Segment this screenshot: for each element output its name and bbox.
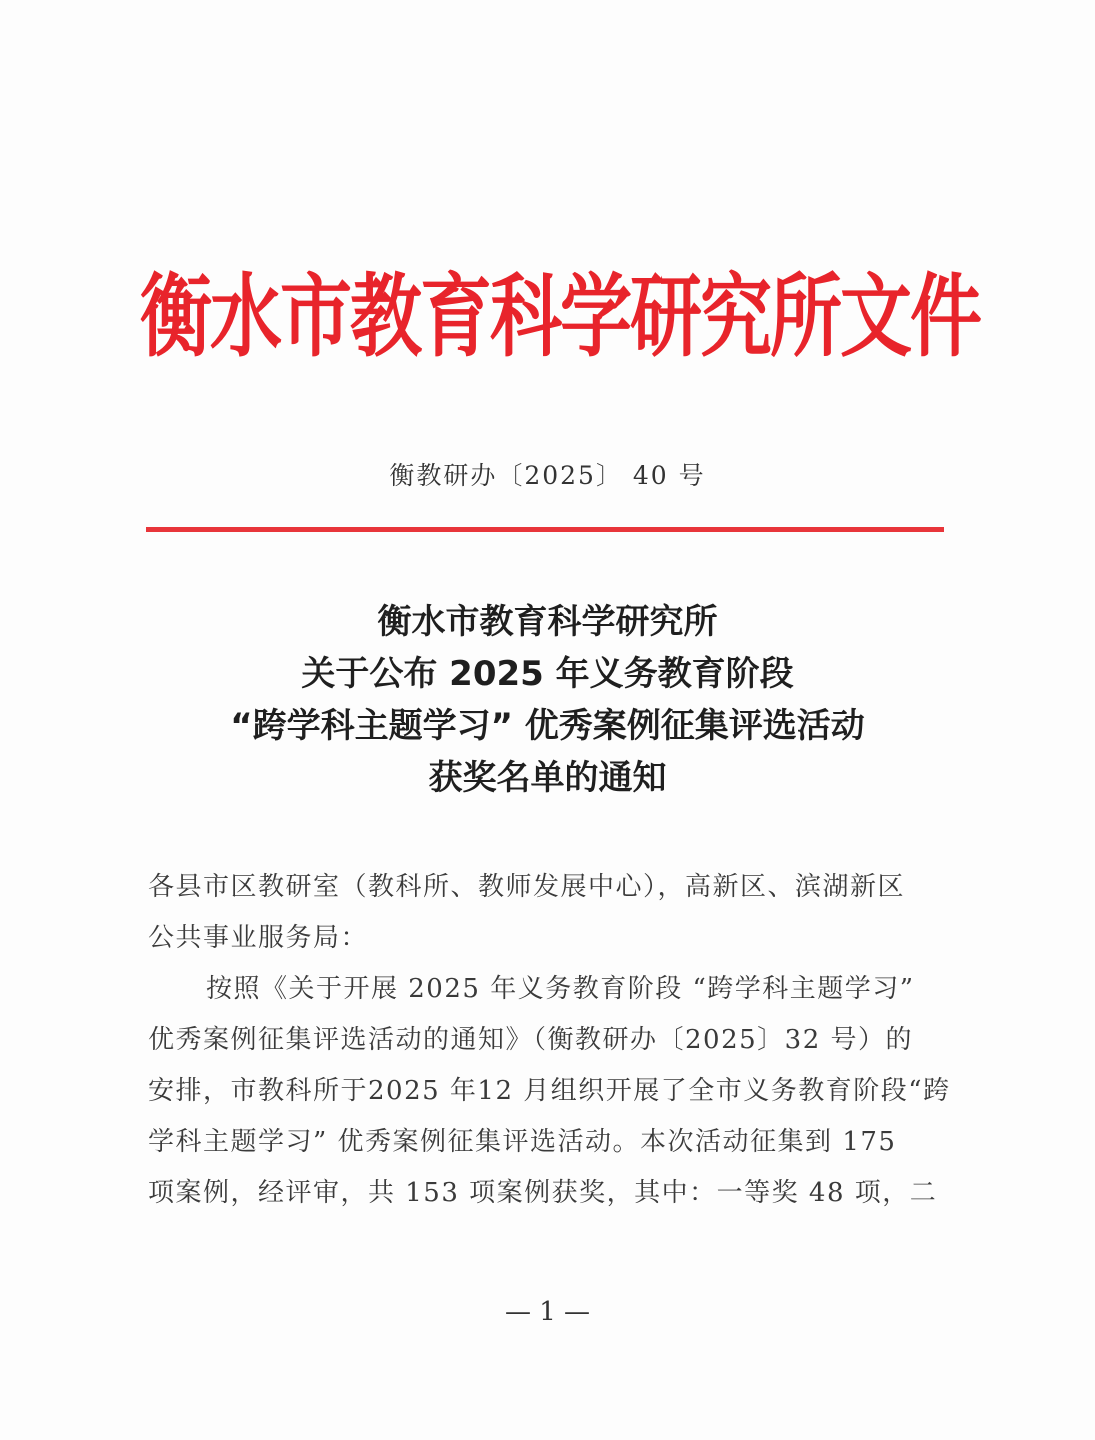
red-divider-line [146, 527, 944, 532]
notice-title-line-4: 获奖名单的通知 [428, 758, 667, 798]
body-line-7: 项案例，经评审，共 153 项案例获奖，其中：一等奖 48 项，二 [148, 1178, 938, 1208]
body-line-2: 公共事业服务局： [148, 923, 369, 953]
notice-body [148, 862, 953, 1219]
notice-title-line-2: 关于公布 2025 年义务教育阶段 [301, 654, 794, 694]
notice-title [100, 596, 995, 804]
body-line-5: 安排，市教科所于2025 年12 月组织开展了全市义务教育阶段“跨 [148, 1076, 951, 1106]
body-line-4: 优秀案例征集评选活动的通知》（衡教研办〔2025〕32 号）的 [148, 1025, 914, 1055]
body-line-3: 按照《关于开展 2025 年义务教育阶段 “跨学科主题学习” [206, 974, 915, 1004]
body-line-6: 学科主题学习” 优秀案例征集评选活动。本次活动征集到 175 [148, 1127, 897, 1157]
body-line-1: 各县市区教研室（教科所、教师发展中心），高新区、滨湖新区 [148, 872, 906, 902]
notice-title-line-3: “跨学科主题学习” 优秀案例征集评选活动 [230, 706, 865, 746]
page-number: — 1 — [504, 1297, 591, 1327]
letterhead-title: 衡水市教育科学研究所文件 [140, 263, 981, 369]
notice-title-line-1: 衡水市教育科学研究所 [377, 602, 718, 642]
document-number: 衡教研办〔2025〕 40 号 [389, 461, 706, 490]
